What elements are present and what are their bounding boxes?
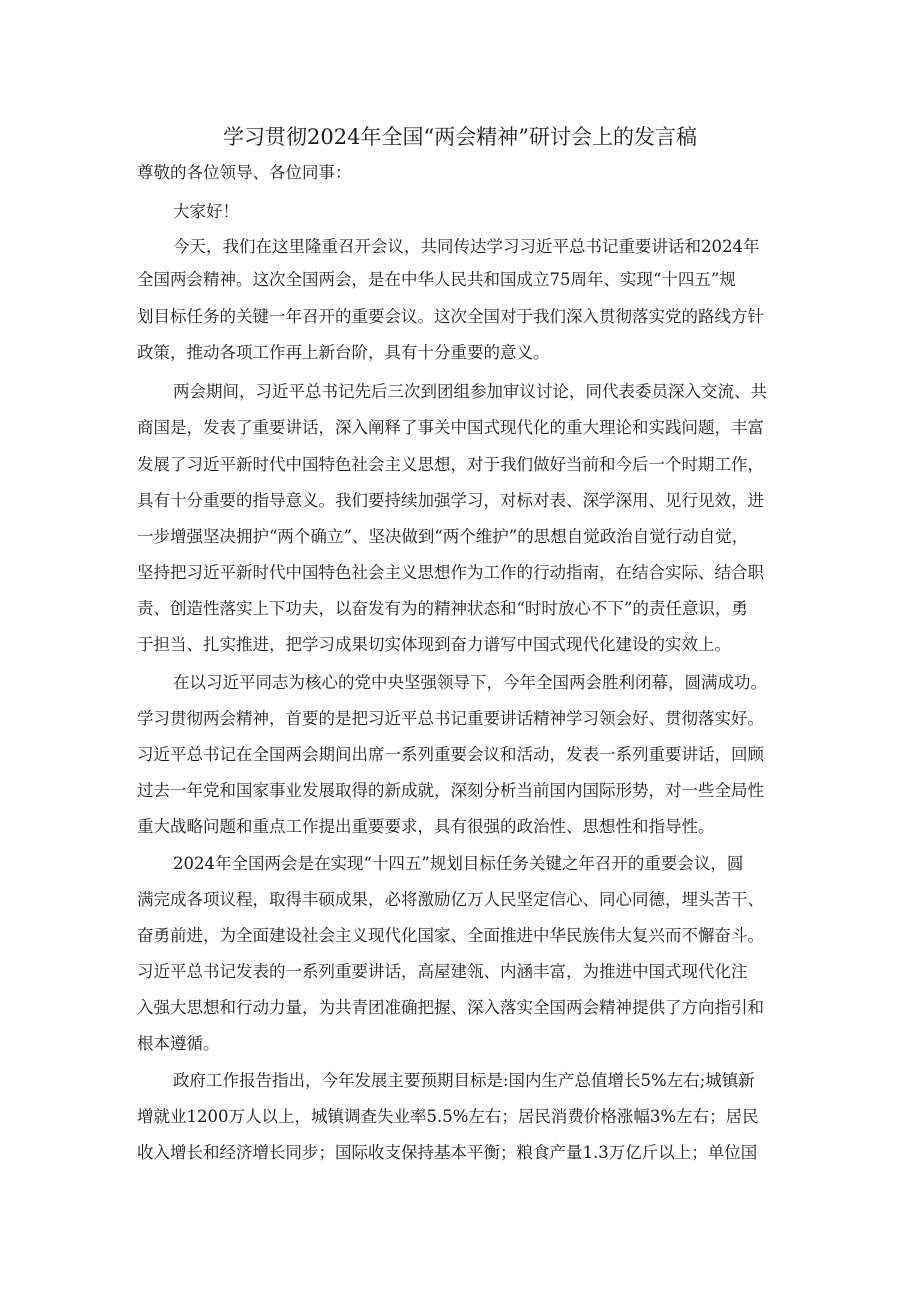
paragraph-line: 坚持把习近平新时代中国特色社会主义思想作为工作的行动指南，在结合实际、结合职 [137,563,764,582]
paragraph-line: 重大战略问题和重点工作提出重要要求，具有很强的政治性、思想性和指导性。 [137,817,715,836]
paragraph-line: 一步增强坚决拥护“两个确立”、坚决做到“两个维护”的思想自觉政治自觉行动自觉， [137,527,749,546]
paragraph-line: 在以习近平同志为核心的党中央坚强领导下，今年全国两会胜利闭幕，圆满成功。 [173,673,767,692]
greeting: 大家好！ [173,202,239,221]
paragraph-line: 学习贯彻两会精神，首要的是把习近平总书记重要讲话精神学习领会好、贯彻落实好。 [137,709,764,728]
paragraph-line: 满完成各项议程，取得丰硕成果，必将激励亿万人民坚定信心、同心同德，埋头苦干、 [137,890,764,909]
paragraph-line: 奋勇前进，为全面建设社会主义现代化国家、全面推进中华民族伟大复兴而不懈奋斗。 [137,926,764,945]
paragraph-line: 于担当、扎实推进，把学习成果切实体现到奋力谱写中国式现代化建设的实效上。 [137,635,731,654]
paragraph-line: 责、创造性落实上下功夫，以奋发有为的精神状态和“时时放心不下”的责任意识，勇 [137,599,748,618]
paragraph-line: 发展了习近平新时代中国特色社会主义思想，对于我们做好当前和今后一个时期工作， [137,455,764,474]
paragraph-line: 具有十分重要的指导意义。我们要持续加强学习，对标对表、深学深用、见行见效，进 [137,491,764,510]
paragraph-line: 政策，推动各项工作再上新台阶，具有十分重要的意义。 [137,343,550,362]
salutation: 尊敬的各位领导、各位同事： [137,163,352,182]
paragraph-line: 今天，我们在这里隆重召开会议，共同传达学习习近平总书记重要讲话和2024年 [173,237,760,256]
paragraph-line: 2024年全国两会是在实现“十四五”规划目标任务关键之年召开的重要会议，圆 [173,854,744,873]
paragraph-line: 入强大思想和行动力量，为共青团准确把握、深入落实全国两会精神提供了方向指引和 [137,998,764,1017]
paragraph-line: 划目标任务的关键一年召开的重要会议。这次全国对于我们深入贯彻落实党的路线方针 [137,307,764,326]
paragraph-line: 习近平总书记发表的一系列重要讲话，高屋建瓴、内涵丰富，为推进中国式现代化注 [137,962,748,981]
paragraph-line: 收入增长和经济增长同步；国际收支保持基本平衡；粮食产量1.3万亿斤以上；单位国 [137,1143,758,1162]
paragraph-line: 根本遵循。 [137,1034,220,1053]
document-title: 学习贯彻2024年全国“两会精神”研讨会上的发言稿 [223,125,697,149]
paragraph-line: 增就业1200万人以上，城镇调查失业率5.5%左右；居民消费价格涨幅3%左右；居民 [137,1107,759,1126]
paragraph-line: 商国是，发表了重要讲话，深入阐释了事关中国式现代化的重大理论和实践问题，丰富 [137,418,764,437]
paragraph-line: 两会期间，习近平总书记先后三次到团组参加审议讨论，同代表委员深入交流、共 [173,382,767,401]
paragraph-line: 习近平总书记在全国两会期间出席一系列重要会议和活动，发表一系列重要讲话，回顾 [137,745,764,764]
paragraph-line: 过去一年党和国家事业发展取得的新成就，深刻分析当前国内国际形势，对一些全局性 [137,781,764,800]
paragraph-line: 全国两会精神。这次全国两会，是在中华人民共和国成立75周年、实现“十四五”规 [137,270,736,289]
paragraph-line: 政府工作报告指出，今年发展主要预期目标是:国内生产总值增长5%左右;城镇新 [173,1071,755,1090]
